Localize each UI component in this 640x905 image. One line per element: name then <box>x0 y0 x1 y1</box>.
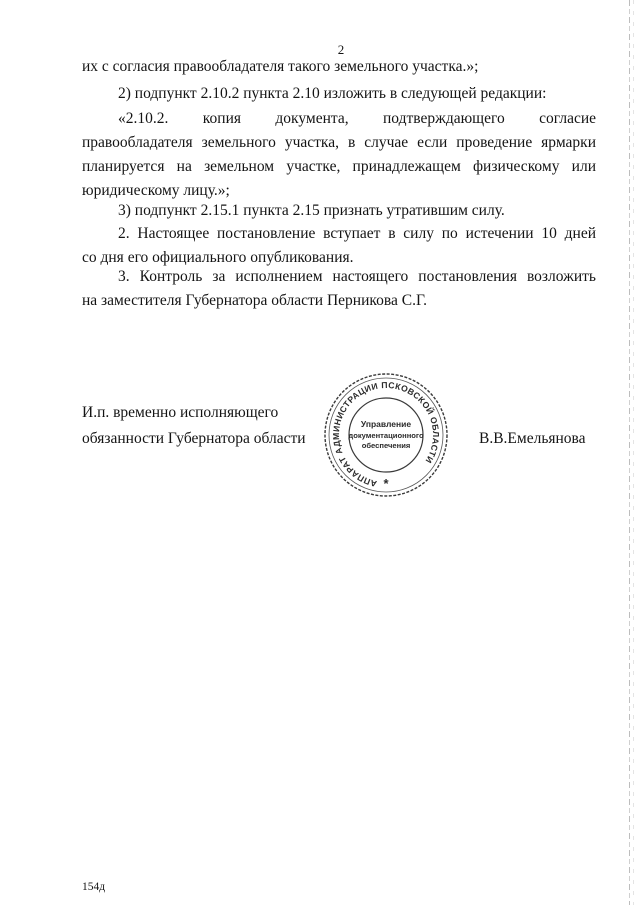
body-line-6: юридическому лицу.»; <box>82 182 230 199</box>
page-number: 2 <box>337 42 345 57</box>
body-line-10: 3. Контроль за исполнением настоящего постановления возложить <box>118 268 596 285</box>
body-line-3: «2.10.2. копия документа, подтверждающего согласие <box>118 110 596 127</box>
official-stamp <box>316 368 456 500</box>
body-line-5: планируется на земельном участке, принадлежащем физическому или <box>82 158 596 175</box>
signatory-position-line-2: обязанности Губернатора области <box>82 430 306 447</box>
stamp-center-line-3: обеспечения <box>361 441 411 450</box>
body-line-9: со дня его официального опубликования. <box>82 249 354 266</box>
body-line-4: правообладателя земельного участка, в случае если проведение ярмарки <box>82 134 596 151</box>
scan-edge-line <box>629 0 630 905</box>
body-line-8: 2. Настоящее постановление вступает в силу по истечении 10 дней <box>118 225 596 242</box>
stamp-star-icon: * <box>383 476 389 491</box>
stamp-ring-text: АППАРАТ АДМИНИСТРАЦИИ ПСКОВСКОЙ ОБЛАСТИ <box>330 379 442 490</box>
body-line-2: 2) подпункт 2.10.2 пункта 2.10 изложить в следующей редакции: <box>118 85 547 102</box>
signatory-name: В.В.Емельянова <box>479 430 586 447</box>
signatory-position-line-1: И.п. временно исполняющего <box>82 404 279 421</box>
body-line-1: их с согласия правообладателя такого земельного участка.»; <box>82 58 479 75</box>
document-code: 154д <box>82 881 106 893</box>
body-line-7: 3) подпункт 2.15.1 пункта 2.15 признать утратившим силу. <box>118 202 505 219</box>
stamp-center-line-2: документационного <box>348 431 424 440</box>
stamp-center-line-1: Управление <box>360 419 412 429</box>
body-line-11: на заместителя Губернатора области Перникова С.Г. <box>82 292 428 309</box>
scan-edge-line-faint <box>633 0 634 905</box>
